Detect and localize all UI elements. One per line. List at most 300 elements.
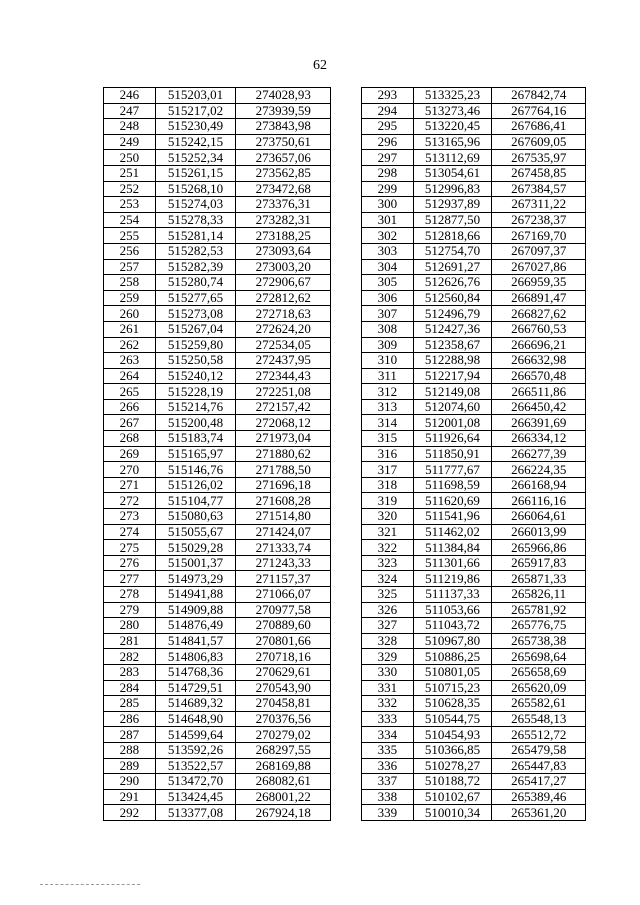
footnote-rule	[40, 884, 140, 885]
point-number-cell: 261	[104, 321, 156, 337]
y-coordinate-cell: 265917,83	[492, 555, 586, 571]
table-row	[362, 119, 586, 135]
x-coordinate-cell: 515280,74	[155, 275, 236, 291]
x-coordinate-cell: 515217,02	[155, 103, 236, 119]
point-number-cell: 307	[362, 306, 414, 322]
point-number-cell: 335	[362, 742, 414, 758]
table-row	[104, 618, 331, 634]
y-coordinate-cell: 265966,86	[492, 540, 586, 556]
table-row	[104, 742, 331, 758]
table-row	[104, 696, 331, 712]
y-coordinate-cell: 268169,88	[236, 758, 331, 774]
table-row	[362, 88, 586, 104]
coordinates-table-right	[361, 87, 586, 821]
y-coordinate-cell: 271973,04	[236, 431, 331, 447]
x-coordinate-cell: 510366,85	[413, 742, 492, 758]
point-number-cell: 279	[104, 602, 156, 618]
x-coordinate-cell: 513273,46	[413, 103, 492, 119]
y-coordinate-cell: 266391,69	[492, 415, 586, 431]
x-coordinate-cell: 510454,93	[413, 727, 492, 743]
table-row	[362, 228, 586, 244]
y-coordinate-cell: 271424,07	[236, 524, 331, 540]
x-coordinate-cell: 514648,90	[155, 711, 236, 727]
y-coordinate-cell: 266168,94	[492, 477, 586, 493]
x-coordinate-cell: 515273,08	[155, 306, 236, 322]
table-row	[104, 664, 331, 680]
point-number-cell: 266	[104, 399, 156, 415]
point-number-cell: 315	[362, 431, 414, 447]
point-number-cell: 297	[362, 150, 414, 166]
table-row	[362, 353, 586, 369]
point-number-cell: 334	[362, 727, 414, 743]
x-coordinate-cell: 515183,74	[155, 431, 236, 447]
y-coordinate-cell: 266277,39	[492, 446, 586, 462]
point-number-cell: 318	[362, 477, 414, 493]
table-row	[362, 165, 586, 181]
x-coordinate-cell: 510715,23	[413, 680, 492, 696]
table-row	[104, 228, 331, 244]
point-number-cell: 296	[362, 134, 414, 150]
point-number-cell: 320	[362, 509, 414, 525]
x-coordinate-cell: 511926,64	[413, 431, 492, 447]
point-number-cell: 272	[104, 493, 156, 509]
y-coordinate-cell: 265698,64	[492, 649, 586, 665]
x-coordinate-cell: 512288,98	[413, 353, 492, 369]
table-row	[104, 711, 331, 727]
x-coordinate-cell: 515277,65	[155, 290, 236, 306]
point-number-cell: 288	[104, 742, 156, 758]
table-row	[104, 649, 331, 665]
x-coordinate-cell: 512754,70	[413, 243, 492, 259]
point-number-cell: 330	[362, 664, 414, 680]
table-row	[104, 431, 331, 447]
point-number-cell: 269	[104, 446, 156, 462]
point-number-cell: 265	[104, 384, 156, 400]
point-number-cell: 331	[362, 680, 414, 696]
y-coordinate-cell: 273188,25	[236, 228, 331, 244]
x-coordinate-cell: 512626,76	[413, 275, 492, 291]
point-number-cell: 323	[362, 555, 414, 571]
table-row	[362, 680, 586, 696]
y-coordinate-cell: 267609,05	[492, 134, 586, 150]
table-row	[104, 275, 331, 291]
table-row	[362, 633, 586, 649]
y-coordinate-cell: 265776,75	[492, 618, 586, 634]
point-number-cell: 336	[362, 758, 414, 774]
coordinates-table-left	[103, 87, 331, 821]
x-coordinate-cell: 513054,61	[413, 165, 492, 181]
x-coordinate-cell: 510188,72	[413, 774, 492, 790]
point-number-cell: 298	[362, 165, 414, 181]
table-row	[362, 431, 586, 447]
x-coordinate-cell: 515261,15	[155, 165, 236, 181]
y-coordinate-cell: 265361,20	[492, 805, 586, 821]
table-row	[362, 384, 586, 400]
table-row	[362, 197, 586, 213]
x-coordinate-cell: 513522,57	[155, 758, 236, 774]
y-coordinate-cell: 266696,21	[492, 337, 586, 353]
table-row	[104, 119, 331, 135]
x-coordinate-cell: 514806,83	[155, 649, 236, 665]
x-coordinate-cell: 511384,84	[413, 540, 492, 556]
y-coordinate-cell: 265871,33	[492, 571, 586, 587]
point-number-cell: 271	[104, 477, 156, 493]
x-coordinate-cell: 515242,15	[155, 134, 236, 150]
x-coordinate-cell: 515126,02	[155, 477, 236, 493]
point-number-cell: 273	[104, 509, 156, 525]
x-coordinate-cell: 515203,01	[155, 88, 236, 104]
x-coordinate-cell: 515250,58	[155, 353, 236, 369]
y-coordinate-cell: 267097,37	[492, 243, 586, 259]
x-coordinate-cell: 512818,66	[413, 228, 492, 244]
point-number-cell: 262	[104, 337, 156, 353]
x-coordinate-cell: 511777,67	[413, 462, 492, 478]
table-row	[362, 602, 586, 618]
y-coordinate-cell: 266959,35	[492, 275, 586, 291]
x-coordinate-cell: 515214,76	[155, 399, 236, 415]
x-coordinate-cell: 514729,51	[155, 680, 236, 696]
x-coordinate-cell: 510886,25	[413, 649, 492, 665]
point-number-cell: 306	[362, 290, 414, 306]
y-coordinate-cell: 272157,42	[236, 399, 331, 415]
x-coordinate-cell: 510628,35	[413, 696, 492, 712]
x-coordinate-cell: 515252,34	[155, 150, 236, 166]
x-coordinate-cell: 510278,27	[413, 758, 492, 774]
point-number-cell: 258	[104, 275, 156, 291]
table-row	[104, 524, 331, 540]
x-coordinate-cell: 515146,76	[155, 462, 236, 478]
point-number-cell: 276	[104, 555, 156, 571]
y-coordinate-cell: 271333,74	[236, 540, 331, 556]
point-number-cell: 333	[362, 711, 414, 727]
point-number-cell: 301	[362, 212, 414, 228]
table-row	[104, 758, 331, 774]
point-number-cell: 285	[104, 696, 156, 712]
table-row	[362, 805, 586, 821]
y-coordinate-cell: 265826,11	[492, 587, 586, 603]
x-coordinate-cell: 515080,63	[155, 509, 236, 525]
x-coordinate-cell: 512877,50	[413, 212, 492, 228]
point-number-cell: 310	[362, 353, 414, 369]
x-coordinate-cell: 515055,67	[155, 524, 236, 540]
table-row	[362, 727, 586, 743]
table-row	[362, 337, 586, 353]
table-row	[362, 415, 586, 431]
y-coordinate-cell: 266827,62	[492, 306, 586, 322]
x-coordinate-cell: 515278,33	[155, 212, 236, 228]
point-number-cell: 324	[362, 571, 414, 587]
point-number-cell: 308	[362, 321, 414, 337]
x-coordinate-cell: 513377,08	[155, 805, 236, 821]
table-row	[362, 259, 586, 275]
point-number-cell: 309	[362, 337, 414, 353]
y-coordinate-cell: 268297,55	[236, 742, 331, 758]
y-coordinate-cell: 271157,37	[236, 571, 331, 587]
table-row	[362, 462, 586, 478]
x-coordinate-cell: 513472,70	[155, 774, 236, 790]
y-coordinate-cell: 268082,61	[236, 774, 331, 790]
x-coordinate-cell: 513424,45	[155, 789, 236, 805]
x-coordinate-cell: 513165,96	[413, 134, 492, 150]
table-row	[104, 633, 331, 649]
y-coordinate-cell: 267169,70	[492, 228, 586, 244]
point-number-cell: 246	[104, 88, 156, 104]
y-coordinate-cell: 271066,07	[236, 587, 331, 603]
point-number-cell: 252	[104, 181, 156, 197]
point-number-cell: 250	[104, 150, 156, 166]
x-coordinate-cell: 512496,79	[413, 306, 492, 322]
point-number-cell: 247	[104, 103, 156, 119]
x-coordinate-cell: 515228,19	[155, 384, 236, 400]
y-coordinate-cell: 266760,53	[492, 321, 586, 337]
y-coordinate-cell: 266116,16	[492, 493, 586, 509]
point-number-cell: 322	[362, 540, 414, 556]
table-row	[104, 306, 331, 322]
table-row	[104, 399, 331, 415]
x-coordinate-cell: 515274,03	[155, 197, 236, 213]
point-number-cell: 300	[362, 197, 414, 213]
table-row	[104, 680, 331, 696]
table-row	[104, 259, 331, 275]
y-coordinate-cell: 270977,58	[236, 602, 331, 618]
y-coordinate-cell: 270543,90	[236, 680, 331, 696]
table-row	[362, 618, 586, 634]
x-coordinate-cell: 514689,32	[155, 696, 236, 712]
x-coordinate-cell: 513220,45	[413, 119, 492, 135]
y-coordinate-cell: 273562,85	[236, 165, 331, 181]
table-row	[104, 353, 331, 369]
x-coordinate-cell: 511620,69	[413, 493, 492, 509]
y-coordinate-cell: 266891,47	[492, 290, 586, 306]
x-coordinate-cell: 512358,67	[413, 337, 492, 353]
x-coordinate-cell: 511137,33	[413, 587, 492, 603]
y-coordinate-cell: 265389,46	[492, 789, 586, 805]
table-row	[362, 587, 586, 603]
x-coordinate-cell: 515281,14	[155, 228, 236, 244]
x-coordinate-cell: 512074,60	[413, 399, 492, 415]
x-coordinate-cell: 515282,39	[155, 259, 236, 275]
x-coordinate-cell: 512217,94	[413, 368, 492, 384]
table-row	[362, 212, 586, 228]
y-coordinate-cell: 266013,99	[492, 524, 586, 540]
y-coordinate-cell: 267924,18	[236, 805, 331, 821]
y-coordinate-cell: 265582,61	[492, 696, 586, 712]
y-coordinate-cell: 270279,02	[236, 727, 331, 743]
y-coordinate-cell: 270889,60	[236, 618, 331, 634]
y-coordinate-cell: 273003,20	[236, 259, 331, 275]
point-number-cell: 259	[104, 290, 156, 306]
point-number-cell: 305	[362, 275, 414, 291]
x-coordinate-cell: 512001,08	[413, 415, 492, 431]
table-row	[362, 181, 586, 197]
table-row	[104, 212, 331, 228]
table-row	[362, 306, 586, 322]
point-number-cell: 338	[362, 789, 414, 805]
table-row	[362, 290, 586, 306]
y-coordinate-cell: 270629,61	[236, 664, 331, 680]
point-number-cell: 275	[104, 540, 156, 556]
y-coordinate-cell: 267027,86	[492, 259, 586, 275]
x-coordinate-cell: 514768,36	[155, 664, 236, 680]
y-coordinate-cell: 266632,98	[492, 353, 586, 369]
x-coordinate-cell: 510967,80	[413, 633, 492, 649]
point-number-cell: 286	[104, 711, 156, 727]
y-coordinate-cell: 267238,37	[492, 212, 586, 228]
y-coordinate-cell: 266511,86	[492, 384, 586, 400]
x-coordinate-cell: 512560,84	[413, 290, 492, 306]
table-row	[104, 134, 331, 150]
point-number-cell: 248	[104, 119, 156, 135]
table-row	[362, 275, 586, 291]
point-number-cell: 313	[362, 399, 414, 415]
table-row	[362, 524, 586, 540]
y-coordinate-cell: 273750,61	[236, 134, 331, 150]
y-coordinate-cell: 272344,43	[236, 368, 331, 384]
table-row	[362, 368, 586, 384]
point-number-cell: 326	[362, 602, 414, 618]
table-row	[362, 664, 586, 680]
y-coordinate-cell: 266570,48	[492, 368, 586, 384]
y-coordinate-cell: 265479,58	[492, 742, 586, 758]
y-coordinate-cell: 265738,38	[492, 633, 586, 649]
table-row	[362, 150, 586, 166]
point-number-cell: 256	[104, 243, 156, 259]
table-row	[362, 540, 586, 556]
table-row	[362, 321, 586, 337]
point-number-cell: 325	[362, 587, 414, 603]
point-number-cell: 293	[362, 88, 414, 104]
point-number-cell: 270	[104, 462, 156, 478]
x-coordinate-cell: 510010,34	[413, 805, 492, 821]
point-number-cell: 292	[104, 805, 156, 821]
y-coordinate-cell: 266224,35	[492, 462, 586, 478]
x-coordinate-cell: 514599,64	[155, 727, 236, 743]
y-coordinate-cell: 272906,67	[236, 275, 331, 291]
y-coordinate-cell: 272812,62	[236, 290, 331, 306]
table-row	[104, 477, 331, 493]
y-coordinate-cell: 271696,18	[236, 477, 331, 493]
x-coordinate-cell: 511850,91	[413, 446, 492, 462]
table-row	[362, 789, 586, 805]
y-coordinate-cell: 267535,97	[492, 150, 586, 166]
table-row	[104, 368, 331, 384]
x-coordinate-cell: 515029,28	[155, 540, 236, 556]
table-row	[104, 150, 331, 166]
y-coordinate-cell: 271788,50	[236, 462, 331, 478]
y-coordinate-cell: 265417,27	[492, 774, 586, 790]
point-number-cell: 249	[104, 134, 156, 150]
x-coordinate-cell: 515282,53	[155, 243, 236, 259]
x-coordinate-cell: 513112,69	[413, 150, 492, 166]
table-row	[362, 649, 586, 665]
table-row	[362, 399, 586, 415]
table-row	[104, 509, 331, 525]
table-row	[104, 805, 331, 821]
y-coordinate-cell: 274028,93	[236, 88, 331, 104]
table-row	[104, 321, 331, 337]
x-coordinate-cell: 511219,86	[413, 571, 492, 587]
point-number-cell: 332	[362, 696, 414, 712]
table-row	[362, 758, 586, 774]
x-coordinate-cell: 514841,57	[155, 633, 236, 649]
point-number-cell: 294	[362, 103, 414, 119]
x-coordinate-cell: 515268,10	[155, 181, 236, 197]
y-coordinate-cell: 268001,22	[236, 789, 331, 805]
y-coordinate-cell: 265781,92	[492, 602, 586, 618]
point-number-cell: 295	[362, 119, 414, 135]
y-coordinate-cell: 265512,72	[492, 727, 586, 743]
point-number-cell: 277	[104, 571, 156, 587]
point-number-cell: 284	[104, 680, 156, 696]
y-coordinate-cell: 271608,28	[236, 493, 331, 509]
x-coordinate-cell: 510544,75	[413, 711, 492, 727]
point-number-cell: 303	[362, 243, 414, 259]
y-coordinate-cell: 272437,95	[236, 353, 331, 369]
x-coordinate-cell: 515165,97	[155, 446, 236, 462]
table-row	[362, 742, 586, 758]
point-number-cell: 253	[104, 197, 156, 213]
point-number-cell: 337	[362, 774, 414, 790]
table-row	[104, 540, 331, 556]
x-coordinate-cell: 513592,26	[155, 742, 236, 758]
table-row	[362, 103, 586, 119]
y-coordinate-cell: 273843,98	[236, 119, 331, 135]
point-number-cell: 304	[362, 259, 414, 275]
table-row	[104, 337, 331, 353]
table-row	[104, 88, 331, 104]
y-coordinate-cell: 271514,80	[236, 509, 331, 525]
table-row	[104, 587, 331, 603]
point-number-cell: 339	[362, 805, 414, 821]
y-coordinate-cell: 271243,33	[236, 555, 331, 571]
y-coordinate-cell: 272718,63	[236, 306, 331, 322]
y-coordinate-cell: 272251,08	[236, 384, 331, 400]
table-row	[362, 134, 586, 150]
table-row	[104, 571, 331, 587]
table-row	[104, 197, 331, 213]
x-coordinate-cell: 514876,49	[155, 618, 236, 634]
point-number-cell: 274	[104, 524, 156, 540]
point-number-cell: 255	[104, 228, 156, 244]
table-row	[362, 711, 586, 727]
y-coordinate-cell: 265548,13	[492, 711, 586, 727]
x-coordinate-cell: 511541,96	[413, 509, 492, 525]
y-coordinate-cell: 267458,85	[492, 165, 586, 181]
y-coordinate-cell: 267764,16	[492, 103, 586, 119]
point-number-cell: 268	[104, 431, 156, 447]
table-row	[104, 181, 331, 197]
y-coordinate-cell: 265658,69	[492, 664, 586, 680]
y-coordinate-cell: 267842,74	[492, 88, 586, 104]
x-coordinate-cell: 515200,48	[155, 415, 236, 431]
x-coordinate-cell: 511053,66	[413, 602, 492, 618]
x-coordinate-cell: 512691,27	[413, 259, 492, 275]
y-coordinate-cell: 266064,61	[492, 509, 586, 525]
point-number-cell: 329	[362, 649, 414, 665]
table-row	[362, 509, 586, 525]
y-coordinate-cell: 273093,64	[236, 243, 331, 259]
table-row	[104, 165, 331, 181]
point-number-cell: 283	[104, 664, 156, 680]
point-number-cell: 291	[104, 789, 156, 805]
y-coordinate-cell: 273472,68	[236, 181, 331, 197]
table-row	[362, 493, 586, 509]
point-number-cell: 327	[362, 618, 414, 634]
point-number-cell: 289	[104, 758, 156, 774]
y-coordinate-cell: 273657,06	[236, 150, 331, 166]
point-number-cell: 267	[104, 415, 156, 431]
y-coordinate-cell: 270376,56	[236, 711, 331, 727]
